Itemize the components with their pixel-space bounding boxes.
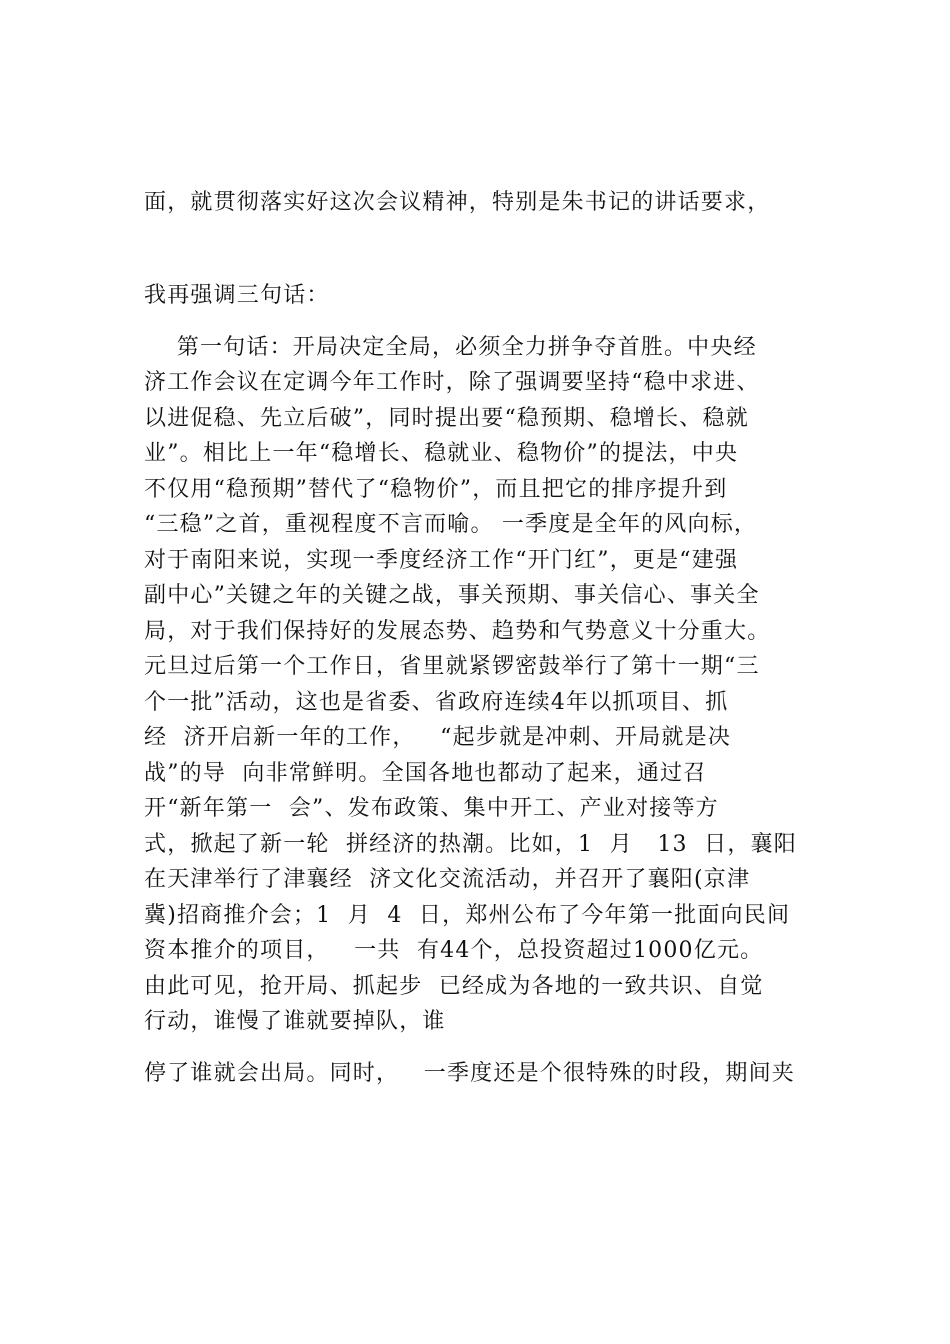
text-line: 个一批”活动，这也是省委、省政府连续4年以抓项目、抓: [144, 690, 729, 715]
text-line: 由此可见，抢开局、抓起步 已经成为各地的一致共识、自觉: [144, 974, 764, 999]
text-line: 经 济开启新一年的工作， “起步就是冲刺、开局就是决: [144, 725, 732, 750]
text-line: 副中心”关键之年的关键之战，事关预期、事关信心、事关全: [144, 583, 760, 608]
text-line: 第一句话：开局决定全局，必须全力拼争夺首胜。中央经: [144, 335, 757, 360]
text-line: 以进促稳、先立后破”，同时提出要“稳预期、稳增长、稳就: [144, 406, 749, 431]
text-line: 战”的导 向非常鲜明。全国各地也都动了起来，通过召: [144, 761, 707, 786]
text-line: 冀)招商推介会；1 月 4 日，郑州公布了今年第一批面向民间: [144, 903, 791, 928]
text-line: 元旦过后第一个工作日，省里就紧锣密鼓举行了第十一期“三: [144, 654, 760, 679]
text-line: “三稳”之首，重视程度不言而喻。 一季度是全年的风向标，: [144, 512, 758, 537]
text-line: 在天津举行了津襄经 济文化交流活动，并召开了襄阳(京津: [144, 867, 751, 892]
text-line: 资本推介的项目， 一共 有44个，总投资超过1000亿元。: [144, 938, 764, 963]
text-line: 不仅用“稳预期”替代了“稳物价”，而且把它的排序提升到: [144, 477, 728, 502]
text-line: 济工作会议在定调今年工作时，除了强调要坚持“稳中求进、: [144, 370, 760, 395]
text-line: 面，就贯彻落实好这次会议精神，特别是朱书记的讲话要求，: [144, 190, 771, 215]
text-line: 局，对于我们保持好的发展态势、趋势和气势意义十分重大。: [144, 619, 771, 644]
text-line: 行动，谁慢了谁就要掉队，谁: [144, 1009, 446, 1034]
text-line: 开“新年第一 会”、发布政策、集中开工、产业对接等方: [144, 796, 719, 821]
text-line: 式，掀起了新一轮 拼经济的热潮。比如，1 月 13 日，襄阳: [144, 832, 797, 857]
text-line: 业”。相比上一年“稳增长、稳就业、稳物价”的提法，中央: [144, 441, 739, 466]
text-line: 停了谁就会出局。同时， 一季度还是个很特殊的时段，期间夹: [144, 1061, 795, 1086]
text-line: 对于南阳来说，实现一季度经济工作“开门红”，更是“建强: [144, 548, 739, 573]
text-line: 我再强调三句话：: [144, 283, 330, 308]
